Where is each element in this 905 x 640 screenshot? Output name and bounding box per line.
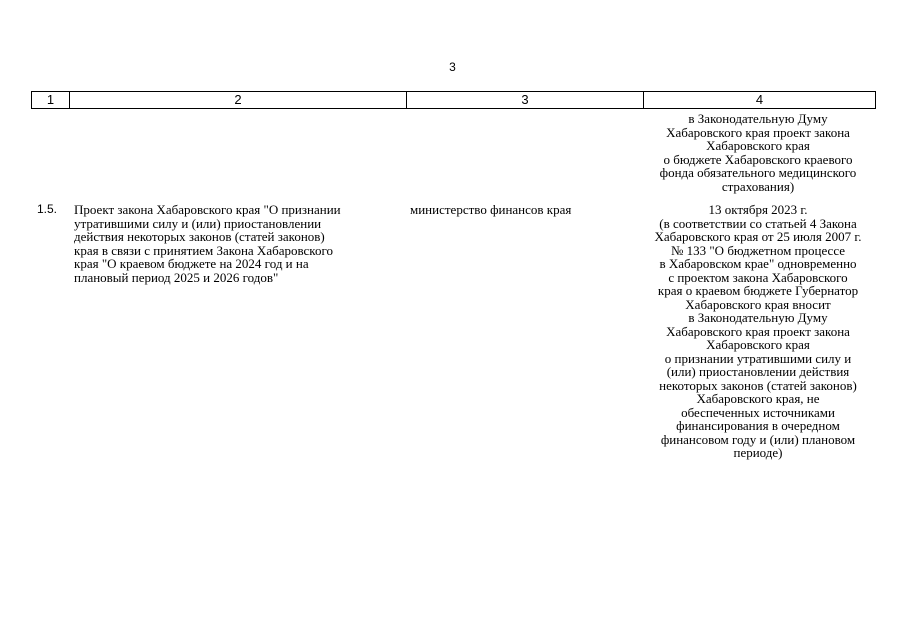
- column-header-4: 4: [755, 92, 764, 107]
- column-header-1: 1: [32, 92, 70, 108]
- row-responsible: министерство финансов края: [410, 202, 572, 217]
- row-deadline: 13 октября 2023 г. (в соответствии со статьей 4 Закона Хабаровского края от 25 июля 2007 г. № 133 "О бюджетном процессе в Хабаровском крае" одновременно с проектом закона Хабаровского края о краевом бюджете Губернатор Хабаровского края вносит в Законодательную Думу Хабаровского края проект закона Хабаровского края о признании утратившими силу и (или) приостановлении действия некоторых законов (статей законов) Хабаровского края, не обеспеченных источниками финансирования в очередном финансовом году и (или) плановом периоде): [654, 202, 862, 460]
- table-header-row: [31, 91, 876, 109]
- column-header-3: 3: [407, 92, 644, 108]
- previous-row-continuation: в Законодательную Думу Хабаровского края проект закона Хабаровского края о бюджете Хабаровского краевого фонда обязательного медицинского страхования): [659, 111, 857, 194]
- page-number: 3: [449, 60, 456, 74]
- row-number: 1.5.: [37, 202, 58, 216]
- column-header-2: 2: [70, 92, 407, 108]
- row-title: Проект закона Хабаровского края "О признании утратившими силу и (или) приостановлении действия некоторых законов (статей законов) края в связи с принятием Закона Хабаровского края "О краевом бюджете на 2024 год и на плановый период 2025 и 2026 годов": [74, 202, 341, 285]
